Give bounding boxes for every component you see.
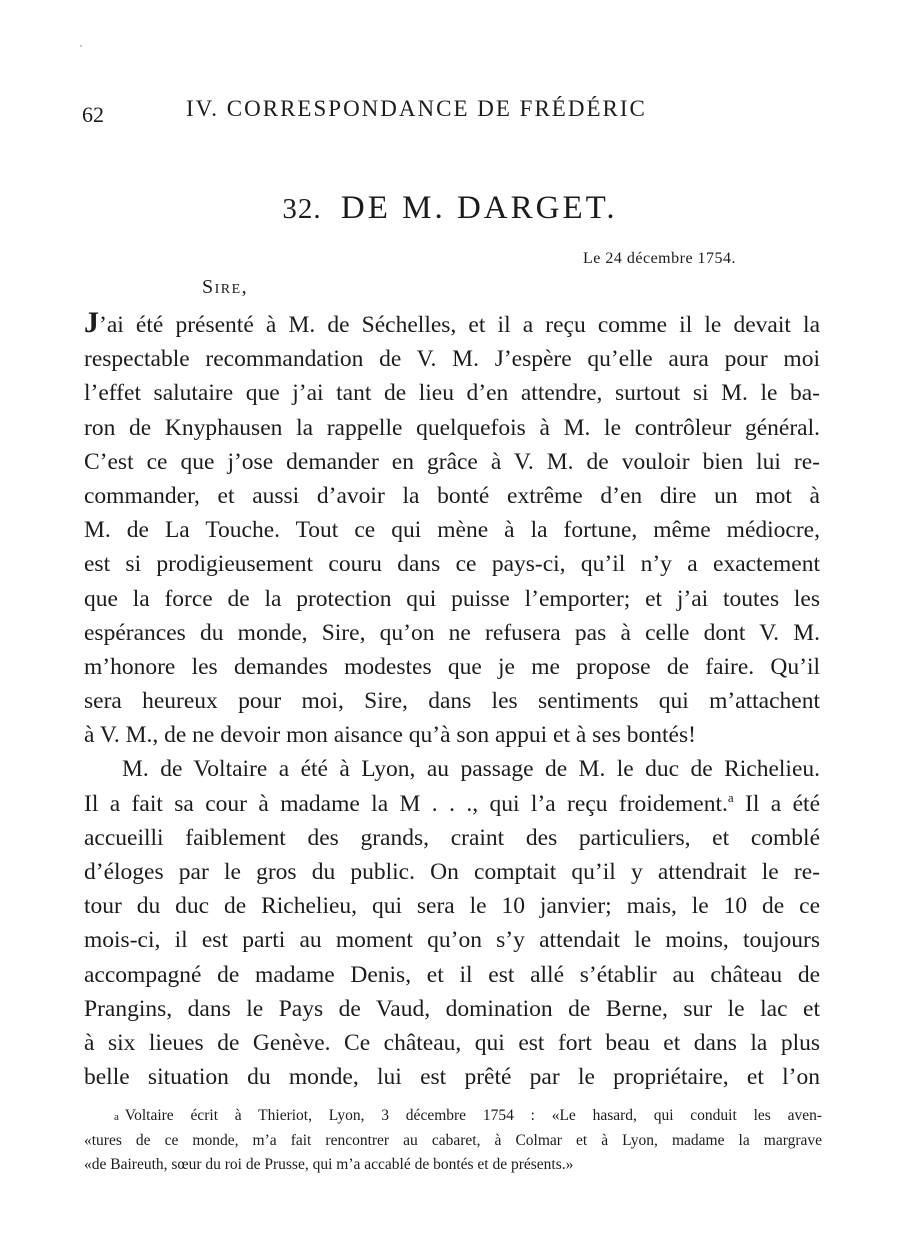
letter-title: DE M. DARGET. [340, 190, 618, 226]
text-line: ron de Knyphausen la rappelle quelquefois à M. le contrôleur général. [84, 414, 820, 441]
letter-body [84, 308, 820, 1094]
text-line: J’ai été présenté à M. de Séchelles, et il a reçu comme il le devait la [84, 306, 820, 339]
text-line: que la force de la protection qui puisse l’emporter; et j’ai toutes les [84, 585, 820, 612]
drop-cap: J [84, 306, 99, 339]
text-line: espérances du monde, Sire, qu’on ne refusera pas à celle dont V. M. [84, 619, 820, 646]
letter-heading [0, 190, 900, 227]
footnote-line: «tures de ce monde, m’a fait rencontrer au cabaret, à Colmar et à Lyon, madame la margrave [84, 1131, 822, 1149]
text-line: commander, et aussi d’avoir la bonté extrême d’en dire un mot à [84, 482, 820, 509]
text-line: Il a fait sa cour à madame la M . . ., qui l’a reçu froidement.$^a$ Il a été [84, 789, 820, 817]
text-line: accompagné de madame Denis, et il est allé s’établir au château de [84, 961, 820, 988]
text-line: sera heureux pour moi, Sire, dans les sentiments qui m’attachent [84, 688, 820, 715]
text-line: à V. M., de ne devoir mon aisance qu’à son appui et à ses bontés! [84, 722, 696, 749]
text-line: accueilli faiblement des grands, craint des particuliers, et comblé [84, 824, 820, 851]
running-title: IV. CORRESPONDANCE DE FRÉDÉRIC [186, 96, 647, 121]
footnote [84, 1104, 822, 1178]
text-line: Prangins, dans le Pays de Vaud, domination de Berne, sur le lac et [84, 995, 820, 1022]
text-line: belle situation du monde, lui est prêté par le propriétaire, et l’on [84, 1064, 820, 1091]
text-line: l’effet salutaire que j’ai tant de lieu d’en attendre, surtout si M. le ba- [84, 380, 820, 407]
text-line: tour du duc de Richelieu, qui sera le 10 janvier; mais, le 10 de ce [84, 893, 820, 920]
letter-number: 32. [282, 193, 322, 225]
text-line: à six lieues de Genève. Ce château, qui est fort beau et dans la plus [84, 1029, 820, 1056]
text-line: mois-ci, il est parti au moment qu’on s’y attendait le moins, toujours [84, 927, 820, 954]
footnote-line: a Voltaire écrit à Thieriot, Lyon, 3 décembre 1754 : «Le hasard, qui conduit les aven- [114, 1107, 822, 1124]
running-head [82, 96, 822, 130]
text-line: d’éloges par le gros du public. On comptait qu’il y attendrait le re- [84, 859, 820, 885]
text-line: m’honore les demandes modestes que je me propose de faire. Qu’il [84, 653, 820, 680]
paper-speck [80, 45, 82, 47]
text-line: M. de La Touche. Tout ce qui mène à la fortune, même médiocre, [84, 517, 820, 544]
footnote-ref[interactable]: a [727, 789, 734, 805]
page-number: 62 [82, 102, 104, 127]
text-line: M. de Voltaire a été à Lyon, au passage de M. le duc de Richelieu. [122, 756, 820, 783]
text-line: respectable recommandation de V. M. J’espère qu’elle aura pour moi [84, 346, 820, 373]
letter-salutation: Sire, [202, 276, 249, 298]
text-line: C’est ce que j’ose demander en grâce à V. M. de vouloir bien lui re- [84, 448, 820, 475]
footnote-mark: a [114, 1111, 119, 1123]
text-line: est si prodigieusement couru dans ce pays-ci, qu’il n’y a exactement [84, 551, 820, 578]
footnote-line: «de Baireuth, sœur du roi de Prusse, qui m’a accablé de bontés et de présents.» [84, 1156, 574, 1173]
letter-dateline: Le 24 décembre 1754. [583, 250, 737, 267]
